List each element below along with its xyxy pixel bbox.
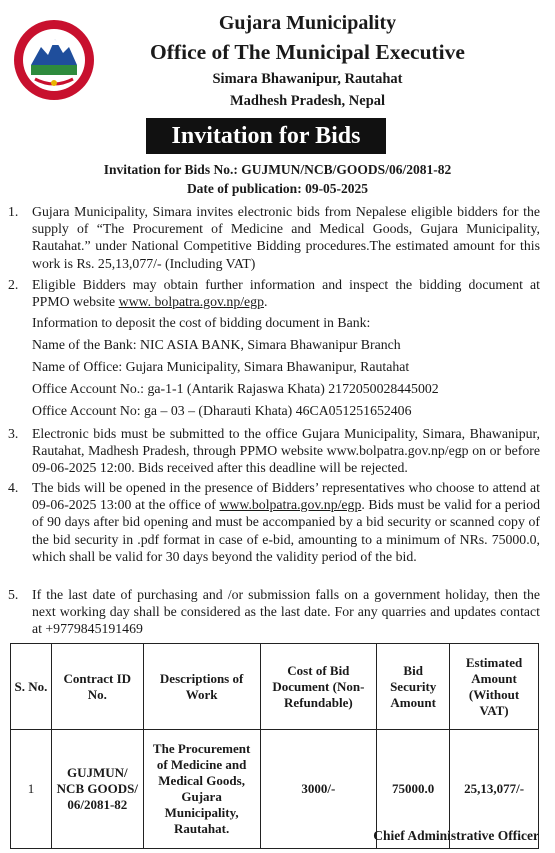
cell-doc-cost: 3000/- — [260, 730, 377, 849]
col-header: S. No. — [11, 644, 52, 730]
item-number: 3. — [8, 426, 19, 441]
item-text: Eligible Bidders may obtain further information and inspect the bidding document at PPMO website www. bolpatra.gov.np/egp. — [32, 277, 540, 310]
item-text: Gujara Municipality, Simara invites electronic bids from Nepalese eligible bidders for the supply of “The Procurement of Medicine and Medical Goods, Gujara Municipality, Rautahat.” under National Competitive Bidding procedures.The estimated amount for this work is Rs. 25,13,077/- (Including VAT) — [32, 204, 540, 271]
address-line-1: Simara Bhawanipur, Rautahat — [212, 71, 403, 87]
item-text: If the last date of purchasing and /or submission falls on a government holiday, then the next working day shall be considered as the last date. For any quarries and updates contact at +9779845191469 — [32, 587, 540, 637]
org-name: Gujara Municipality — [218, 12, 397, 34]
ppmo-link[interactable]: www. bolpatra.gov.np/egp — [118, 294, 264, 310]
col-header: Cost of Bid Document (Non-Refundable) — [260, 644, 377, 730]
bid-reference-number: Invitation for Bids No.: GUJMUN/NCB/GOODS/06/2081-82 — [103, 162, 452, 177]
item-5 — [8, 586, 540, 638]
item-3 — [8, 425, 540, 477]
bid-details-table — [10, 643, 539, 849]
col-header: Bid Security Amount — [377, 644, 450, 730]
col-header: Descriptions of Work — [143, 644, 260, 730]
col-header: Estimated Amount (Without VAT) — [450, 644, 539, 730]
office-name-bank: Name of Office: Gujara Municipality, Simara Bhawanipur, Rautahat — [32, 359, 410, 374]
signatory-title: Chief Administrative Officer — [373, 828, 539, 843]
address-line-2: Madhesh Pradesh, Nepal — [229, 93, 386, 109]
bolpatra-link[interactable]: www.bolpatra.gov.np/egp — [219, 497, 362, 513]
cell-description: The Procurement of Medicine and Medical Goods, Gujara Municipality, Rautahat. — [143, 730, 260, 849]
cell-bid-security: 75000.0 — [377, 730, 450, 849]
publication-date: Date of publication: 09-05-2025 — [186, 181, 369, 196]
office-account-1: Office Account No.: ga-1-1 (Antarik Rajaswa Khata) 2172050028445002 — [32, 381, 439, 396]
col-header: Contract ID No. — [51, 644, 143, 730]
cell-contract-id: GUJMUN/ NCB GOODS/ 06/2081-82 — [51, 730, 143, 849]
item-1 — [8, 203, 540, 272]
table-header-row — [11, 644, 539, 730]
item-number: 1. — [8, 204, 19, 219]
office-name: Office of The Municipal Executive — [150, 40, 465, 64]
bank-info-intro: Information to deposit the cost of bidding document in Bank: — [32, 315, 371, 330]
cell-estimated-amount: 25,13,077/- — [450, 730, 539, 849]
office-account-2: Office Account No: ga – 03 – (Dharauti Khata) 46CA051251652406 — [32, 403, 412, 418]
bank-name: Name of the Bank: NIC ASIA BANK, Simara Bhawanipur Branch — [32, 337, 401, 352]
item-text: Electronic bids must be submitted to the office Gujara Municipality, Simara, Bhawanipur, Rautahat, Madhesh Pradesh, through PPMO website www.bolpatra.gov.np/egp on or before 09-06-2025 12:00. Bids received after this deadline will be rejected. — [32, 426, 540, 476]
item-text: The bids will be opened in the presence of Bidders’ representatives who choose to attend at 09-06-2025 13:00 at the office of www.bolpatra.gov.np/egp. Bids must be valid for a period of 90 days after bid opening and must be accompanied by a bid security or scanned copy of the bid security in .pdf format in case of e-bid, amounting to a minimum of NRs. 75000.0, which shall be valid for 30 days beyond the validity period of the bid. — [32, 480, 540, 564]
item-number: 5. — [8, 587, 19, 602]
item-2 — [8, 276, 540, 310]
title-banner: Invitation for Bids — [146, 118, 386, 154]
item-number: 4. — [8, 480, 19, 495]
cell-sn: 1 — [11, 730, 52, 849]
item-number: 2. — [8, 277, 19, 292]
item-4 — [8, 479, 540, 565]
